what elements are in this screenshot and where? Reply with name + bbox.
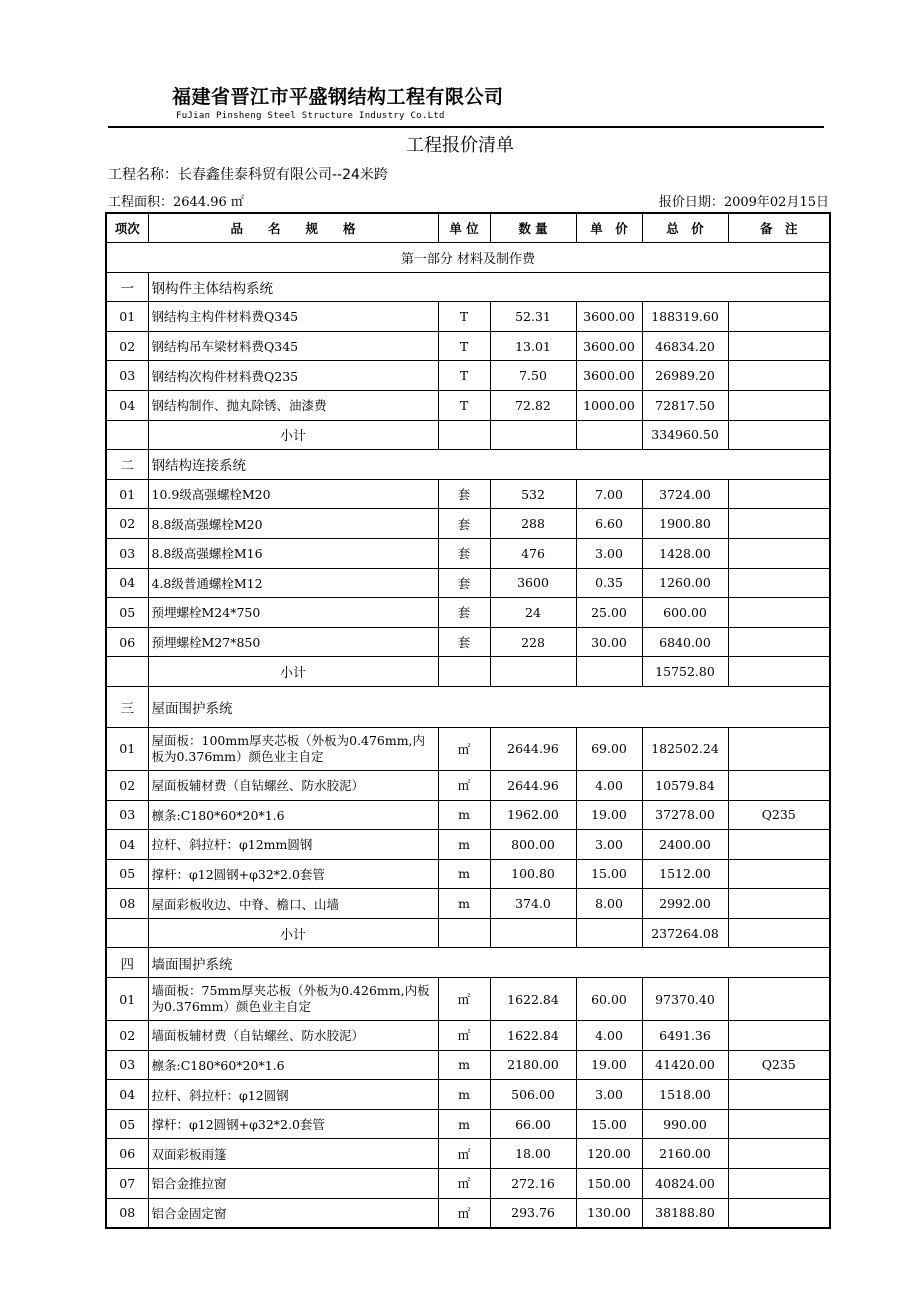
subtotal-no	[106, 657, 148, 687]
row-price: 25.00	[576, 598, 642, 628]
row-no: 07	[106, 1169, 148, 1199]
row-name: 8.8级高强螺栓M20	[148, 509, 438, 539]
company-name: 福建省晋江市平盛钢结构工程有限公司	[172, 86, 504, 108]
row-unit: m	[438, 800, 490, 830]
row-total: 40824.00	[642, 1169, 728, 1199]
row-name: 墙面板：75mm厚夹芯板（外板为0.426mm,内板为0.376mm）颜色业主自定	[148, 978, 438, 1021]
project-area: 工程面积：2644.96 ㎡	[108, 195, 244, 210]
subtotal-value: 334960.50	[642, 420, 728, 450]
row-no: 08	[106, 1198, 148, 1228]
row-no: 05	[106, 859, 148, 889]
row-no: 03	[106, 1050, 148, 1080]
row-total: 10579.84	[642, 770, 728, 800]
section-title: 钢构件主体结构系统	[148, 272, 830, 302]
subtotal-row	[106, 918, 830, 948]
row-unit: T	[438, 302, 490, 332]
row-no: 01	[106, 479, 148, 509]
row-note	[728, 598, 830, 628]
row-qty: 7.50	[490, 361, 576, 391]
company-name-english: FuJian Pinsheng Steel Structure Industry Co.Ltd	[176, 111, 445, 121]
row-no: 03	[106, 538, 148, 568]
row-price: 19.00	[576, 1050, 642, 1080]
row-unit: 套	[438, 509, 490, 539]
row-no: 02	[106, 331, 148, 361]
row-no: 02	[106, 770, 148, 800]
row-total: 1260.00	[642, 568, 728, 598]
subtotal-unit	[438, 420, 490, 450]
row-note	[728, 770, 830, 800]
table-row	[106, 302, 830, 332]
row-total: 3724.00	[642, 479, 728, 509]
subtotal-label: 小计	[148, 420, 438, 450]
table-row	[106, 800, 830, 830]
row-note: Q235	[728, 800, 830, 830]
row-qty: 13.01	[490, 331, 576, 361]
subtotal-price	[576, 657, 642, 687]
subtotal-unit	[438, 657, 490, 687]
row-qty: 532	[490, 479, 576, 509]
row-total: 41420.00	[642, 1050, 728, 1080]
col-header-name: 品 名 规 格	[148, 213, 438, 243]
table-row	[106, 568, 830, 598]
row-unit: T	[438, 331, 490, 361]
row-name: 拉杆、斜拉杆：φ12圆钢	[148, 1080, 438, 1110]
row-no: 08	[106, 889, 148, 919]
row-no: 01	[106, 302, 148, 332]
row-unit: 套	[438, 538, 490, 568]
row-name: 铝合金推拉窗	[148, 1169, 438, 1199]
subtotal-row	[106, 420, 830, 450]
subtotal-price	[576, 420, 642, 450]
project-name: 工程名称：长春鑫佳泰科贸有限公司--24米跨	[108, 167, 388, 183]
row-unit: m	[438, 859, 490, 889]
row-price: 69.00	[576, 727, 642, 770]
row-price: 60.00	[576, 978, 642, 1021]
row-total: 1512.00	[642, 859, 728, 889]
quotation-table	[105, 212, 831, 1229]
row-name: 双面彩板雨篷	[148, 1139, 438, 1169]
row-unit: ㎡	[438, 727, 490, 770]
row-name: 预埋螺栓M27*850	[148, 627, 438, 657]
table-row	[106, 627, 830, 657]
row-note	[728, 859, 830, 889]
row-unit: m	[438, 1050, 490, 1080]
col-header-unit: 单 位	[438, 213, 490, 243]
table-header-row	[106, 213, 830, 243]
row-unit: 套	[438, 568, 490, 598]
document-title: 工程报价清单	[406, 135, 514, 156]
row-name: 4.8级普通螺栓M12	[148, 568, 438, 598]
header-rule	[108, 126, 824, 128]
subtotal-no	[106, 918, 148, 948]
row-unit: 套	[438, 627, 490, 657]
row-price: 15.00	[576, 859, 642, 889]
row-price: 150.00	[576, 1169, 642, 1199]
row-price: 1000.00	[576, 390, 642, 420]
row-qty: 228	[490, 627, 576, 657]
row-total: 188319.60	[642, 302, 728, 332]
row-note	[728, 361, 830, 391]
row-price: 3.00	[576, 1080, 642, 1110]
table-row	[106, 889, 830, 919]
row-price: 120.00	[576, 1139, 642, 1169]
row-total: 6840.00	[642, 627, 728, 657]
table-row	[106, 1139, 830, 1169]
section-number: 四	[106, 948, 148, 978]
table-row	[106, 479, 830, 509]
table-row	[106, 361, 830, 391]
subtotal-qty	[490, 420, 576, 450]
table-row	[106, 1198, 830, 1228]
row-total: 72817.50	[642, 390, 728, 420]
row-qty: 506.00	[490, 1080, 576, 1110]
row-no: 04	[106, 830, 148, 860]
quotation-table-body	[106, 213, 830, 1228]
row-price: 7.00	[576, 479, 642, 509]
row-price: 0.35	[576, 568, 642, 598]
row-total: 2992.00	[642, 889, 728, 919]
row-note	[728, 1169, 830, 1199]
section-header-row	[106, 272, 830, 302]
row-unit: T	[438, 390, 490, 420]
row-no: 04	[106, 568, 148, 598]
row-unit: ㎡	[438, 770, 490, 800]
row-price: 3600.00	[576, 302, 642, 332]
section-header-row	[106, 450, 830, 480]
col-header-total: 总 价	[642, 213, 728, 243]
part-title: 第一部分 材料及制作费	[106, 243, 830, 273]
row-name: 屋面彩板收边、中脊、檐口、山墙	[148, 889, 438, 919]
row-qty: 1622.84	[490, 1021, 576, 1051]
subtotal-value: 237264.08	[642, 918, 728, 948]
row-note	[728, 1139, 830, 1169]
row-price: 4.00	[576, 1021, 642, 1051]
table-row	[106, 1021, 830, 1051]
row-unit: 套	[438, 479, 490, 509]
subtotal-row	[106, 657, 830, 687]
subtotal-unit	[438, 918, 490, 948]
table-row	[106, 830, 830, 860]
row-total: 1900.80	[642, 509, 728, 539]
row-name: 撑杆：φ12圆钢+φ32*2.0套管	[148, 1109, 438, 1139]
row-price: 8.00	[576, 889, 642, 919]
row-total: 46834.20	[642, 331, 728, 361]
row-no: 04	[106, 390, 148, 420]
row-no: 03	[106, 361, 148, 391]
row-unit: ㎡	[438, 1169, 490, 1199]
row-price: 6.60	[576, 509, 642, 539]
row-name: 墙面板辅材费（自钻螺丝、防水胶泥）	[148, 1021, 438, 1051]
section-title: 钢结构连接系统	[148, 450, 830, 480]
row-qty: 800.00	[490, 830, 576, 860]
row-note	[728, 1198, 830, 1228]
table-row	[106, 1109, 830, 1139]
row-qty: 3600	[490, 568, 576, 598]
row-qty: 100.80	[490, 859, 576, 889]
row-unit: ㎡	[438, 1198, 490, 1228]
row-unit: ㎡	[438, 1139, 490, 1169]
subtotal-label: 小计	[148, 657, 438, 687]
row-note	[728, 509, 830, 539]
row-unit: ㎡	[438, 1021, 490, 1051]
row-unit: m	[438, 830, 490, 860]
row-qty: 288	[490, 509, 576, 539]
row-total: 2400.00	[642, 830, 728, 860]
row-note	[728, 978, 830, 1021]
row-qty: 1962.00	[490, 800, 576, 830]
table-row	[106, 727, 830, 770]
row-no: 06	[106, 1139, 148, 1169]
col-header-qty: 数 量	[490, 213, 576, 243]
table-row	[106, 859, 830, 889]
subtotal-qty	[490, 918, 576, 948]
row-name: 拉杆、斜拉杆：φ12mm圆钢	[148, 830, 438, 860]
subtotal-note	[728, 420, 830, 450]
row-note	[728, 479, 830, 509]
row-note	[728, 568, 830, 598]
row-unit: m	[438, 1109, 490, 1139]
row-name: 10.9级高强螺栓M20	[148, 479, 438, 509]
section-number: 一	[106, 272, 148, 302]
section-header-row	[106, 686, 830, 727]
row-note	[728, 302, 830, 332]
row-name: 钢结构次构件材料费Q235	[148, 361, 438, 391]
row-total: 97370.40	[642, 978, 728, 1021]
table-row	[106, 598, 830, 628]
table-row	[106, 770, 830, 800]
row-note: Q235	[728, 1050, 830, 1080]
table-row	[106, 509, 830, 539]
row-note	[728, 830, 830, 860]
table-row	[106, 390, 830, 420]
subtotal-note	[728, 657, 830, 687]
row-note	[728, 390, 830, 420]
subtotal-price	[576, 918, 642, 948]
row-note	[728, 889, 830, 919]
part-row	[106, 243, 830, 273]
row-qty: 476	[490, 538, 576, 568]
quote-date: 报价日期：2009年02月15日	[658, 195, 829, 210]
row-name: 预埋螺栓M24*750	[148, 598, 438, 628]
row-total: 600.00	[642, 598, 728, 628]
row-no: 03	[106, 800, 148, 830]
row-note	[728, 538, 830, 568]
row-total: 182502.24	[642, 727, 728, 770]
row-name: 钢结构制作、抛丸除锈、油漆费	[148, 390, 438, 420]
section-number: 三	[106, 686, 148, 727]
row-qty: 1622.84	[490, 978, 576, 1021]
row-unit: 套	[438, 598, 490, 628]
row-no: 02	[106, 509, 148, 539]
row-price: 130.00	[576, 1198, 642, 1228]
row-note	[728, 1021, 830, 1051]
row-total: 38188.80	[642, 1198, 728, 1228]
row-price: 3600.00	[576, 361, 642, 391]
row-qty: 293.76	[490, 1198, 576, 1228]
row-no: 01	[106, 727, 148, 770]
subtotal-value: 15752.80	[642, 657, 728, 687]
row-qty: 18.00	[490, 1139, 576, 1169]
row-name: 屋面板辅材费（自钻螺丝、防水胶泥）	[148, 770, 438, 800]
row-name: 撑杆：φ12圆钢+φ32*2.0套管	[148, 859, 438, 889]
row-unit: m	[438, 889, 490, 919]
section-number: 二	[106, 450, 148, 480]
row-note	[728, 627, 830, 657]
row-name: 钢结构吊车梁材料费Q345	[148, 331, 438, 361]
table-row	[106, 538, 830, 568]
row-no: 06	[106, 627, 148, 657]
row-total: 2160.00	[642, 1139, 728, 1169]
row-total: 990.00	[642, 1109, 728, 1139]
subtotal-qty	[490, 657, 576, 687]
row-unit: T	[438, 361, 490, 391]
row-unit: m	[438, 1080, 490, 1110]
row-name: 铝合金固定窗	[148, 1198, 438, 1228]
table-row	[106, 1050, 830, 1080]
table-row	[106, 978, 830, 1021]
row-total: 1428.00	[642, 538, 728, 568]
row-no: 02	[106, 1021, 148, 1051]
row-qty: 52.31	[490, 302, 576, 332]
section-title: 墙面围护系统	[148, 948, 830, 978]
row-qty: 24	[490, 598, 576, 628]
table-row	[106, 1080, 830, 1110]
row-name: 8.8级高强螺栓M16	[148, 538, 438, 568]
row-note	[728, 1080, 830, 1110]
row-no: 05	[106, 1109, 148, 1139]
row-unit: ㎡	[438, 978, 490, 1021]
subtotal-note	[728, 918, 830, 948]
row-note	[728, 727, 830, 770]
row-no: 04	[106, 1080, 148, 1110]
row-no: 05	[106, 598, 148, 628]
row-no: 01	[106, 978, 148, 1021]
row-name: 檩条:C180*60*20*1.6	[148, 1050, 438, 1080]
row-total: 37278.00	[642, 800, 728, 830]
row-price: 30.00	[576, 627, 642, 657]
row-qty: 2180.00	[490, 1050, 576, 1080]
row-price: 3.00	[576, 830, 642, 860]
row-total: 26989.20	[642, 361, 728, 391]
row-total: 6491.36	[642, 1021, 728, 1051]
row-name: 檩条:C180*60*20*1.6	[148, 800, 438, 830]
row-note	[728, 331, 830, 361]
row-price: 4.00	[576, 770, 642, 800]
col-header-no: 项次	[106, 213, 148, 243]
row-note	[728, 1109, 830, 1139]
row-price: 3.00	[576, 538, 642, 568]
row-qty: 66.00	[490, 1109, 576, 1139]
col-header-price: 单 价	[576, 213, 642, 243]
section-title: 屋面围护系统	[148, 686, 830, 727]
table-row	[106, 331, 830, 361]
subtotal-label: 小计	[148, 918, 438, 948]
subtotal-no	[106, 420, 148, 450]
table-row	[106, 1169, 830, 1199]
row-qty: 2644.96	[490, 770, 576, 800]
row-name: 屋面板：100mm厚夹芯板（外板为0.476mm,内板为0.376mm）颜色业主自定	[148, 727, 438, 770]
row-qty: 72.82	[490, 390, 576, 420]
row-qty: 2644.96	[490, 727, 576, 770]
row-name: 钢结构主构件材料费Q345	[148, 302, 438, 332]
row-qty: 272.16	[490, 1169, 576, 1199]
row-price: 3600.00	[576, 331, 642, 361]
row-total: 1518.00	[642, 1080, 728, 1110]
row-price: 19.00	[576, 800, 642, 830]
row-qty: 374.0	[490, 889, 576, 919]
col-header-note: 备 注	[728, 213, 830, 243]
row-price: 15.00	[576, 1109, 642, 1139]
section-header-row	[106, 948, 830, 978]
